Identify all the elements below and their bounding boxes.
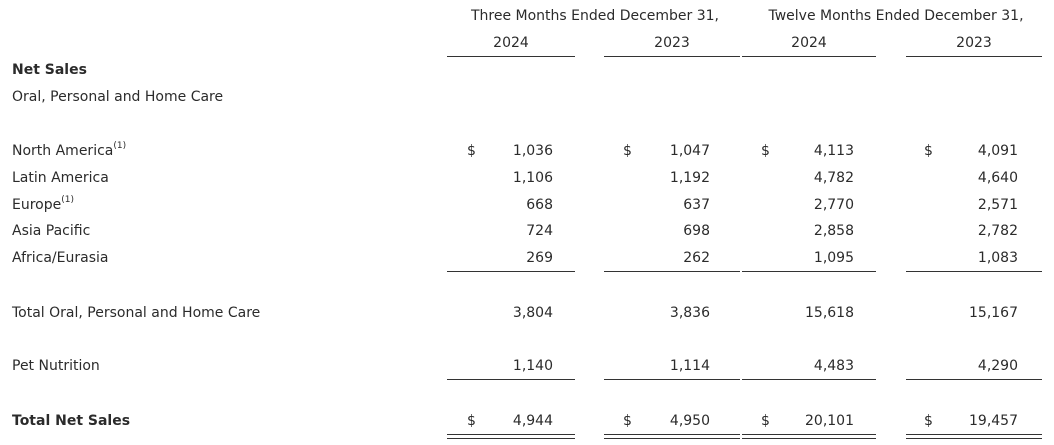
cell-pet-nutrition-12m-2024: 4,483	[813, 358, 854, 374]
currency-symbol: $	[924, 143, 933, 159]
cell-north-america-3m-2023: 1,047	[669, 143, 710, 159]
subtotal-rule	[742, 271, 876, 272]
row-label-north-america: North America$^{(1)}$	[12, 141, 127, 159]
cell-total-net-sales-3m-2024: 4,944	[512, 413, 553, 429]
cell-africa-eurasia-3m-2024: 269	[526, 250, 553, 266]
header-year-12m-2023: 2023	[956, 35, 992, 51]
header-year-3m-2024: 2024	[493, 35, 529, 51]
header-twelve-months: Twelve Months Ended December 31,	[768, 8, 1024, 24]
row-label-total-net-sales: Total Net Sales	[12, 413, 131, 429]
cell-asia-pacific-12m-2024: 2,858	[813, 223, 854, 239]
row-label-latin-america: Latin America	[12, 170, 109, 186]
cell-asia-pacific-3m-2023: 698	[683, 223, 710, 239]
section-oral-personal-home-care: Oral, Personal and Home Care	[12, 89, 224, 105]
cell-asia-pacific-3m-2024: 724	[526, 223, 553, 239]
cell-total-oph-3m-2023: 3,836	[669, 305, 710, 321]
cell-total-net-sales-12m-2023: 19,457	[969, 413, 1018, 429]
cell-total-oph-12m-2023: 15,167	[969, 305, 1018, 321]
section-net-sales: Net Sales	[12, 62, 87, 78]
row-label-africa-eurasia: Africa/Eurasia	[12, 250, 109, 266]
currency-symbol: $	[623, 143, 632, 159]
cell-pet-nutrition-3m-2023: 1,114	[669, 358, 710, 374]
cell-total-net-sales-12m-2024: 20,101	[805, 413, 854, 429]
subtotal-rule	[447, 379, 575, 380]
header-three-months: Three Months Ended December 31,	[470, 8, 720, 24]
cell-north-america-12m-2023: 4,091	[977, 143, 1018, 159]
row-label-total-oph: Total Oral, Personal and Home Care	[12, 305, 261, 321]
cell-total-net-sales-3m-2023: 4,950	[669, 413, 710, 429]
row-label-europe: Europe$^{(1)}$	[12, 195, 74, 213]
row-label-pet-nutrition: Pet Nutrition	[12, 358, 100, 374]
cell-pet-nutrition-3m-2024: 1,140	[512, 358, 553, 374]
subtotal-rule	[906, 271, 1042, 272]
total-double-rule	[447, 434, 575, 439]
header-year-3m-2023: 2023	[654, 35, 690, 51]
cell-total-oph-12m-2024: 15,618	[805, 305, 854, 321]
cell-north-america-3m-2024: 1,036	[512, 143, 553, 159]
header-underline	[742, 56, 876, 57]
currency-symbol: $	[924, 413, 933, 429]
cell-latin-america-12m-2023: 4,640	[977, 170, 1018, 186]
total-double-rule	[742, 434, 876, 439]
cell-europe-12m-2024: 2,770	[813, 197, 854, 213]
footnote-marker: (1)	[61, 195, 74, 205]
currency-symbol: $	[467, 143, 476, 159]
cell-latin-america-3m-2024: 1,106	[512, 170, 553, 186]
cell-europe-3m-2024: 668	[526, 197, 553, 213]
header-underline	[906, 56, 1042, 57]
cell-africa-eurasia-12m-2023: 1,083	[977, 250, 1018, 266]
row-label-asia-pacific: Asia Pacific	[12, 223, 91, 239]
subtotal-rule	[604, 271, 740, 272]
footnote-marker: (1)	[113, 141, 127, 151]
total-double-rule	[604, 434, 740, 439]
currency-symbol: $	[467, 413, 476, 429]
cell-europe-12m-2023: 2,571	[977, 197, 1018, 213]
total-double-rule	[906, 434, 1042, 439]
cell-africa-eurasia-3m-2023: 262	[683, 250, 710, 266]
cell-latin-america-3m-2023: 1,192	[669, 170, 710, 186]
subtotal-rule	[447, 271, 575, 272]
cell-latin-america-12m-2024: 4,782	[813, 170, 854, 186]
subtotal-rule	[604, 379, 740, 380]
cell-europe-3m-2023: 637	[683, 197, 710, 213]
currency-symbol: $	[623, 413, 632, 429]
cell-total-oph-3m-2024: 3,804	[512, 305, 553, 321]
cell-pet-nutrition-12m-2023: 4,290	[977, 358, 1018, 374]
cell-north-america-12m-2024: 4,113	[813, 143, 854, 159]
currency-symbol: $	[761, 143, 770, 159]
subtotal-rule	[906, 379, 1042, 380]
header-year-12m-2024: 2024	[791, 35, 827, 51]
cell-asia-pacific-12m-2023: 2,782	[977, 223, 1018, 239]
cell-africa-eurasia-12m-2024: 1,095	[813, 250, 854, 266]
subtotal-rule	[742, 379, 876, 380]
header-underline	[447, 56, 575, 57]
currency-symbol: $	[761, 413, 770, 429]
header-underline	[604, 56, 740, 57]
